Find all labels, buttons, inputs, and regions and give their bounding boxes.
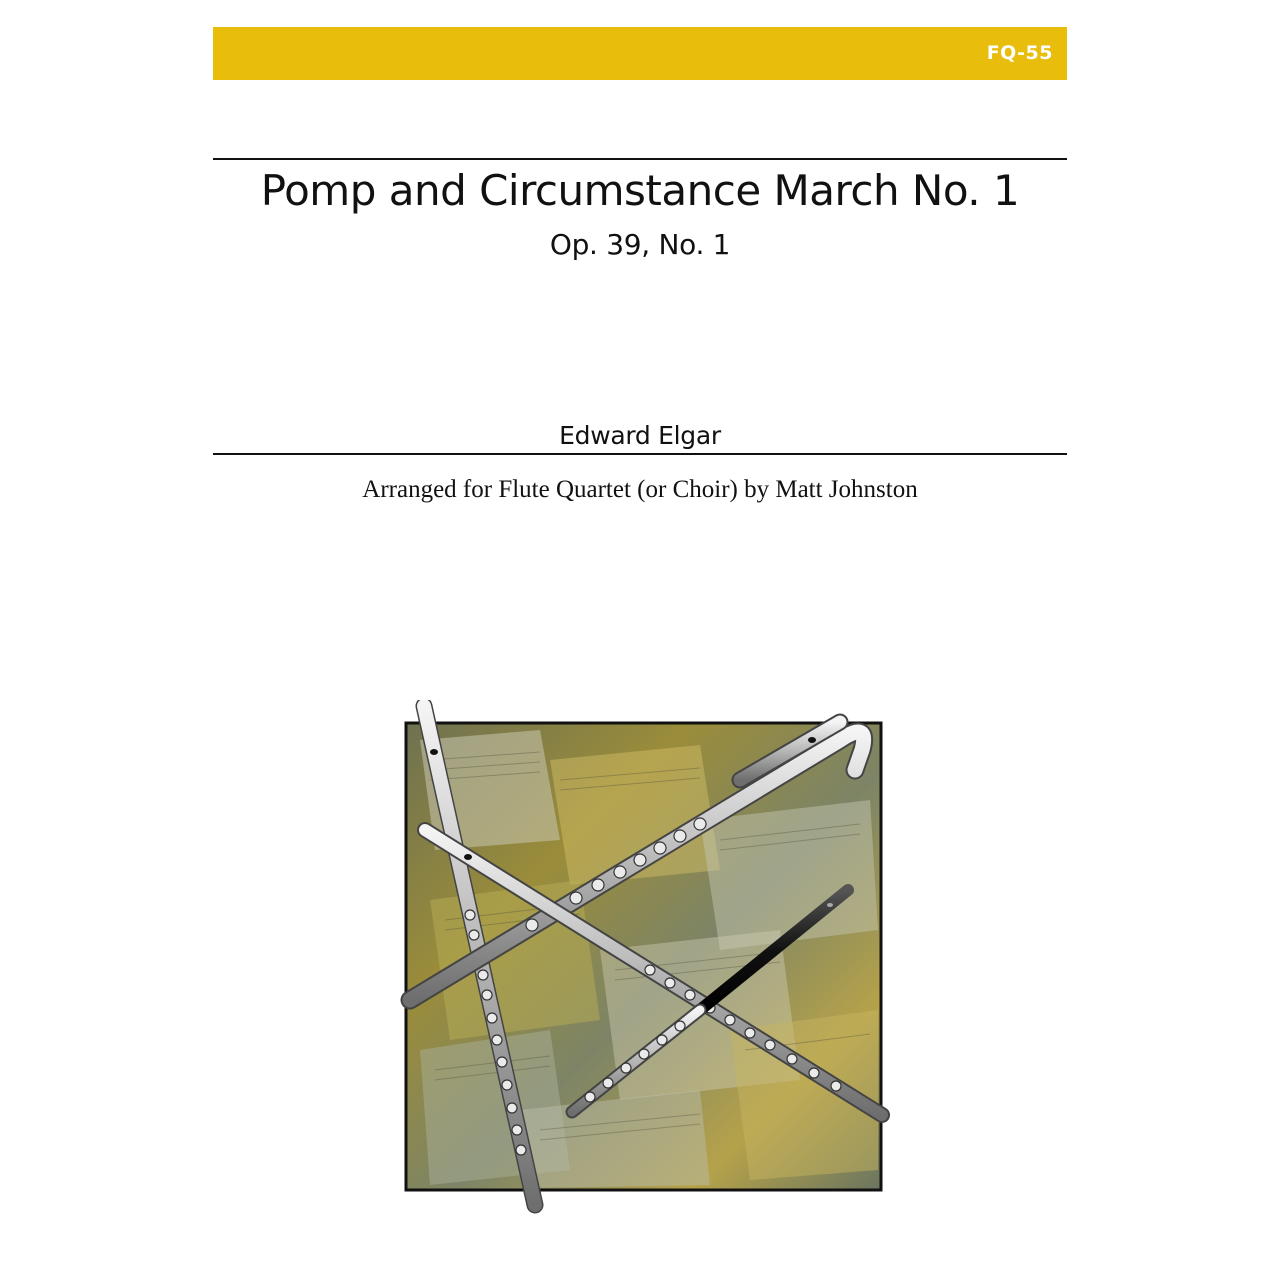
header-bar	[213, 27, 1067, 80]
cover-artwork	[400, 700, 890, 1215]
arrangement-credit: Arranged for Flute Quartet (or Choir) by Matt Johnston	[362, 476, 918, 503]
catalog-code: FQ-55	[986, 42, 1053, 64]
score-title: Pomp and Circumstance March No. 1	[260, 166, 1020, 215]
composer-rule	[213, 453, 1067, 455]
top-rule	[213, 158, 1067, 160]
composer-name: Edward Elgar	[559, 421, 721, 450]
opus-number: Op. 39, No. 1	[549, 228, 731, 261]
